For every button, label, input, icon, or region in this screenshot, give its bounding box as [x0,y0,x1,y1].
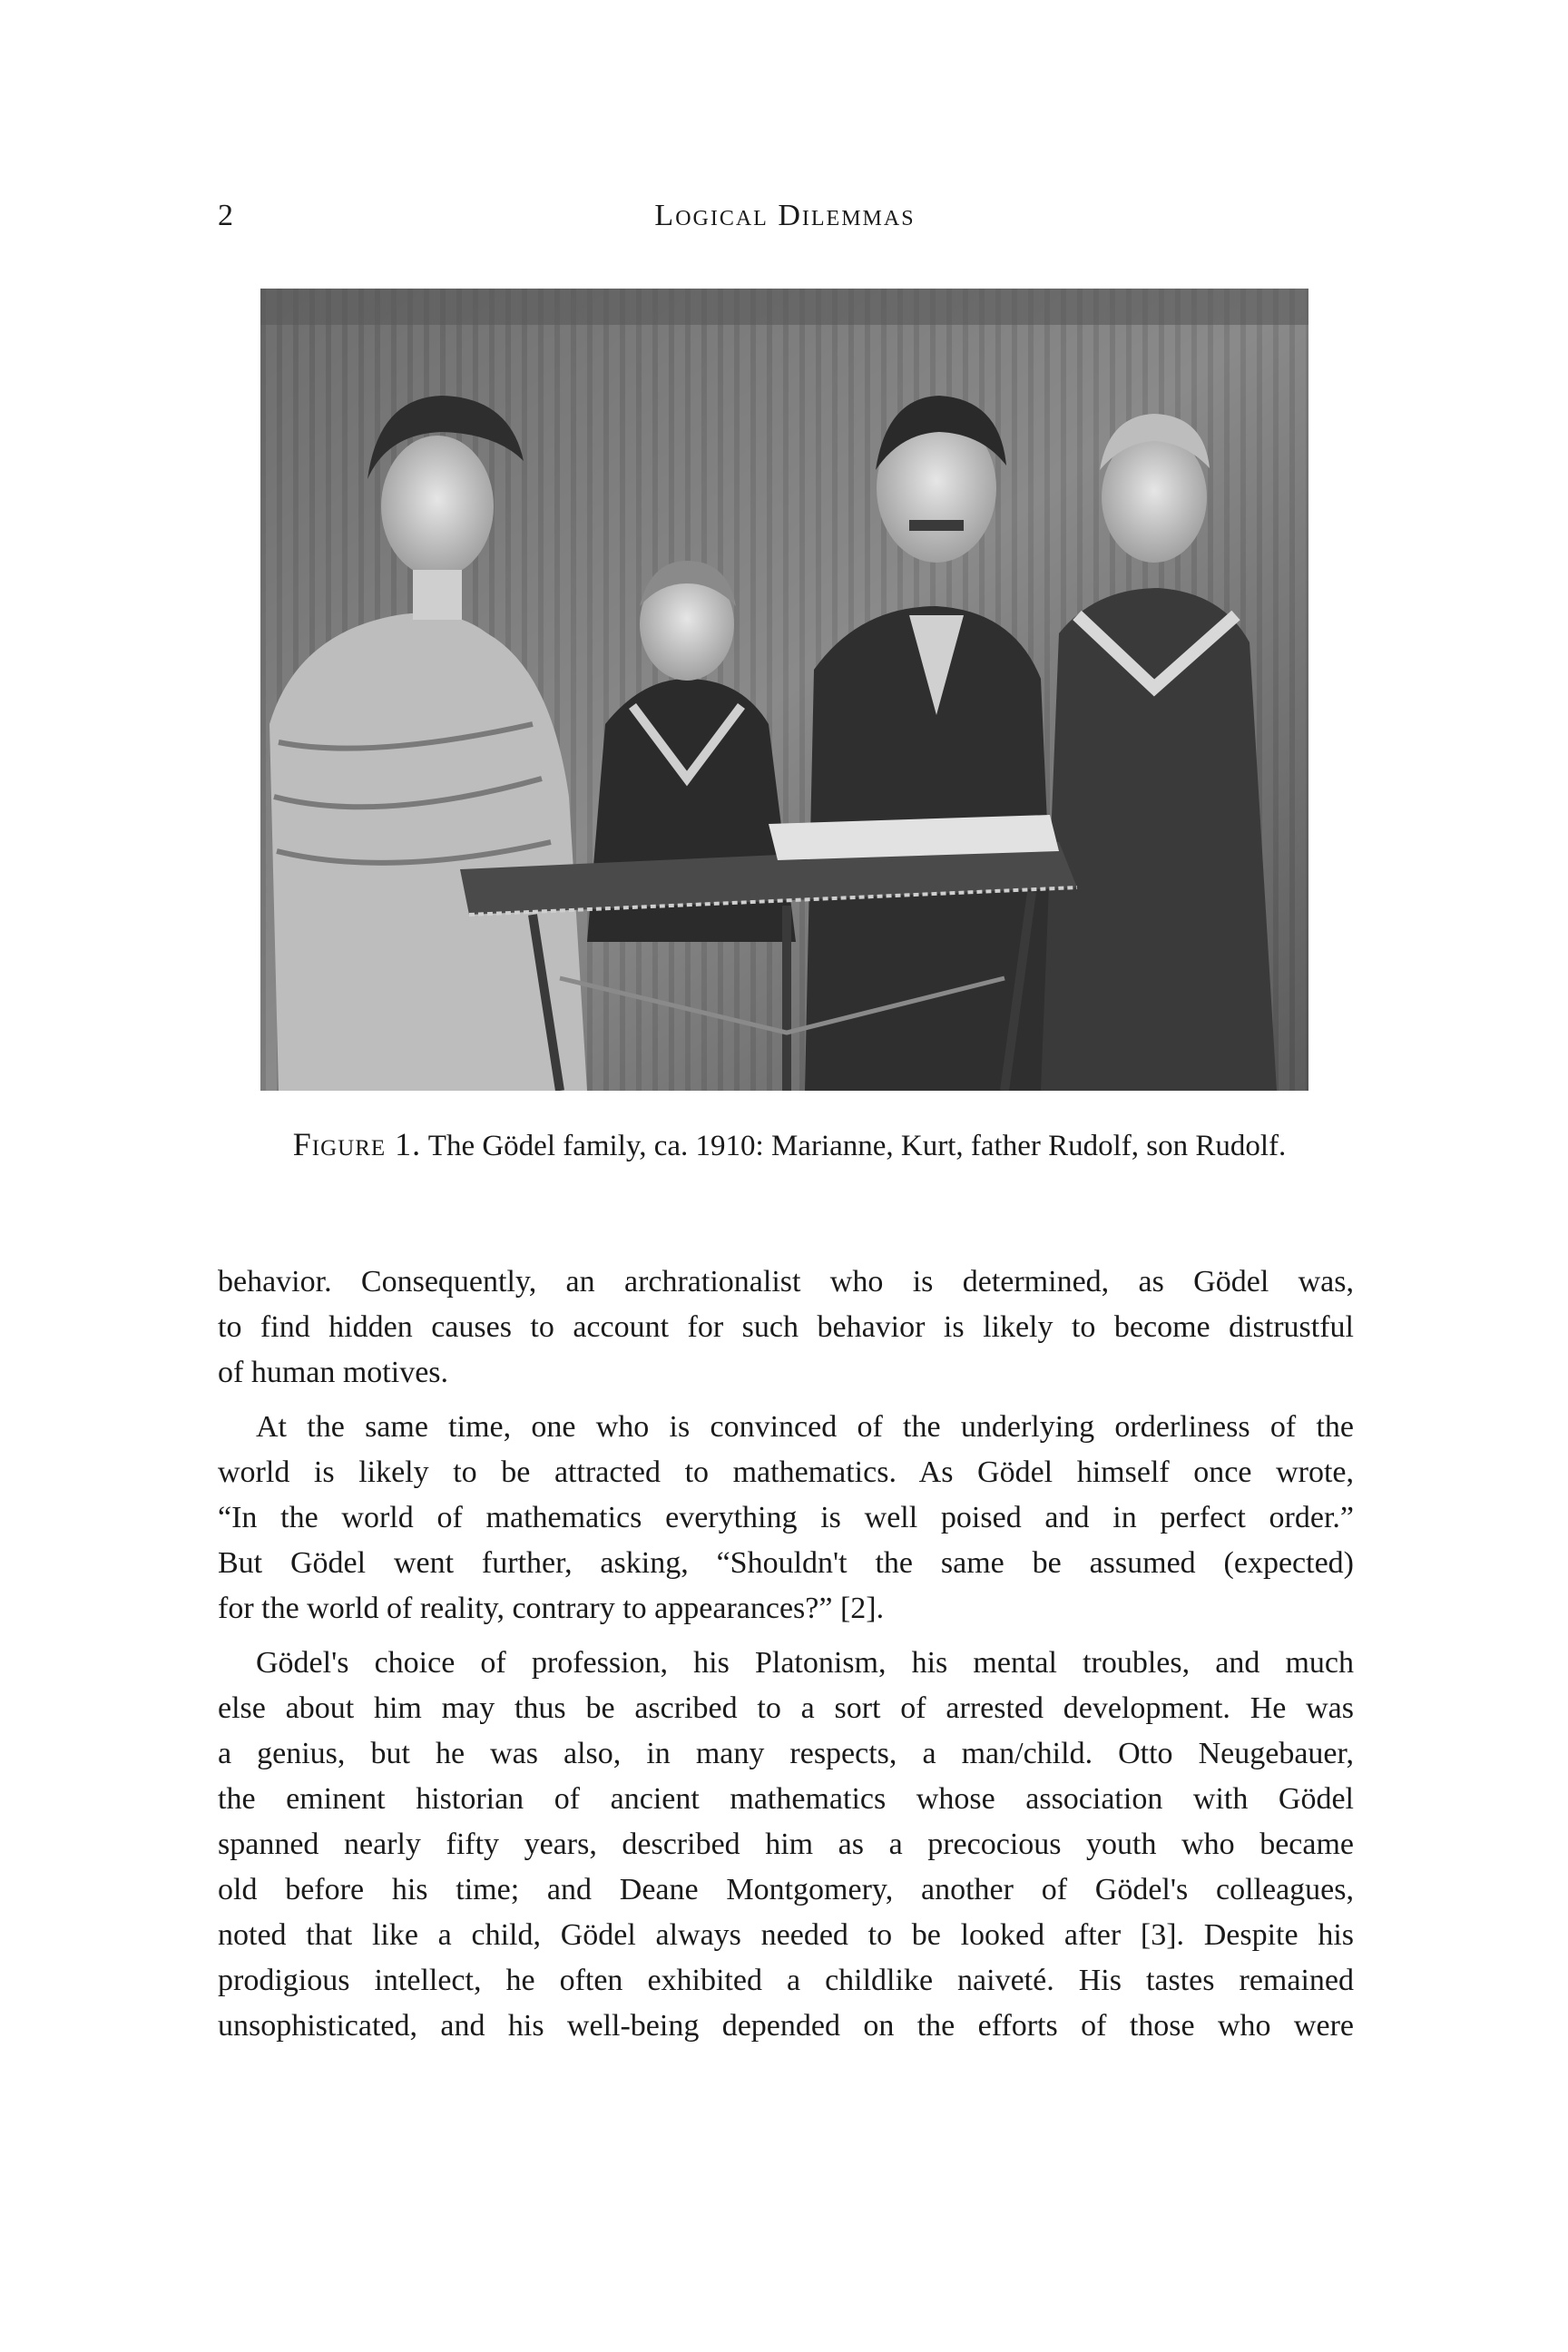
text-line: old before his time; and Deane Montgomery, another of Gödel's colleagues, [218,1873,1354,1906]
text-line: for the world of reality, contrary to appearances?” [2]. [218,1592,885,1625]
text-line: At the same time, one who is convinced of the underlying orderliness of the [256,1410,1354,1444]
page-number: 2 [218,199,233,232]
paragraph-3 [218,1641,1354,2049]
text-line: unsophisticated, and his well-being depended on the efforts of those who were [218,2009,1354,2043]
body-text [218,1259,1354,2058]
text-line: Gödel's choice of profession, his Platonism, his mental troubles, and much [256,1646,1354,1680]
figure-caption [218,1122,1361,1169]
text-line: “In the world of mathematics everything is well poised and in perfect order.” [218,1501,1354,1534]
running-title: Logical Dilemmas [654,199,916,232]
text-line: prodigious intellect, he often exhibited a childlike naiveté. His tastes remained [218,1964,1354,1997]
text-line: of human motives. [218,1356,449,1389]
text-line: to find hidden causes to account for such behavior is likely to become distrustful [218,1310,1354,1344]
family-photograph-illustration [260,289,1308,1091]
text-line: a genius, but he was also, in many respects, a man/child. Otto Neugebauer, [218,1737,1354,1770]
figure-caption-text: The Gödel family, ca. 1910: Marianne, Kurt, father Rudolf, son Rudolf. [427,1130,1287,1162]
paragraph-2 [218,1405,1354,1632]
family-photograph [260,289,1308,1091]
text-line: spanned nearly fifty years, described him as a precocious youth who became [218,1828,1354,1861]
running-head [218,189,1352,243]
paragraph-1 [218,1259,1354,1396]
figure-label: Figure 1. [292,1126,422,1162]
text-line: the eminent historian of ancient mathematics whose association with Gödel [218,1782,1354,1816]
text-line: world is likely to be attracted to mathematics. As Gödel himself once wrote, [218,1455,1354,1489]
text-line: But Gödel went further, asking, “Shouldn't the same be assumed (expected) [218,1546,1354,1580]
text-line: else about him may thus be ascribed to a sort of arrested development. He was [218,1691,1354,1725]
text-line: noted that like a child, Gödel always needed to be looked after [3]. Despite his [218,1918,1354,1952]
text-line: behavior. Consequently, an archrationalist who is determined, as Gödel was, [218,1265,1354,1298]
